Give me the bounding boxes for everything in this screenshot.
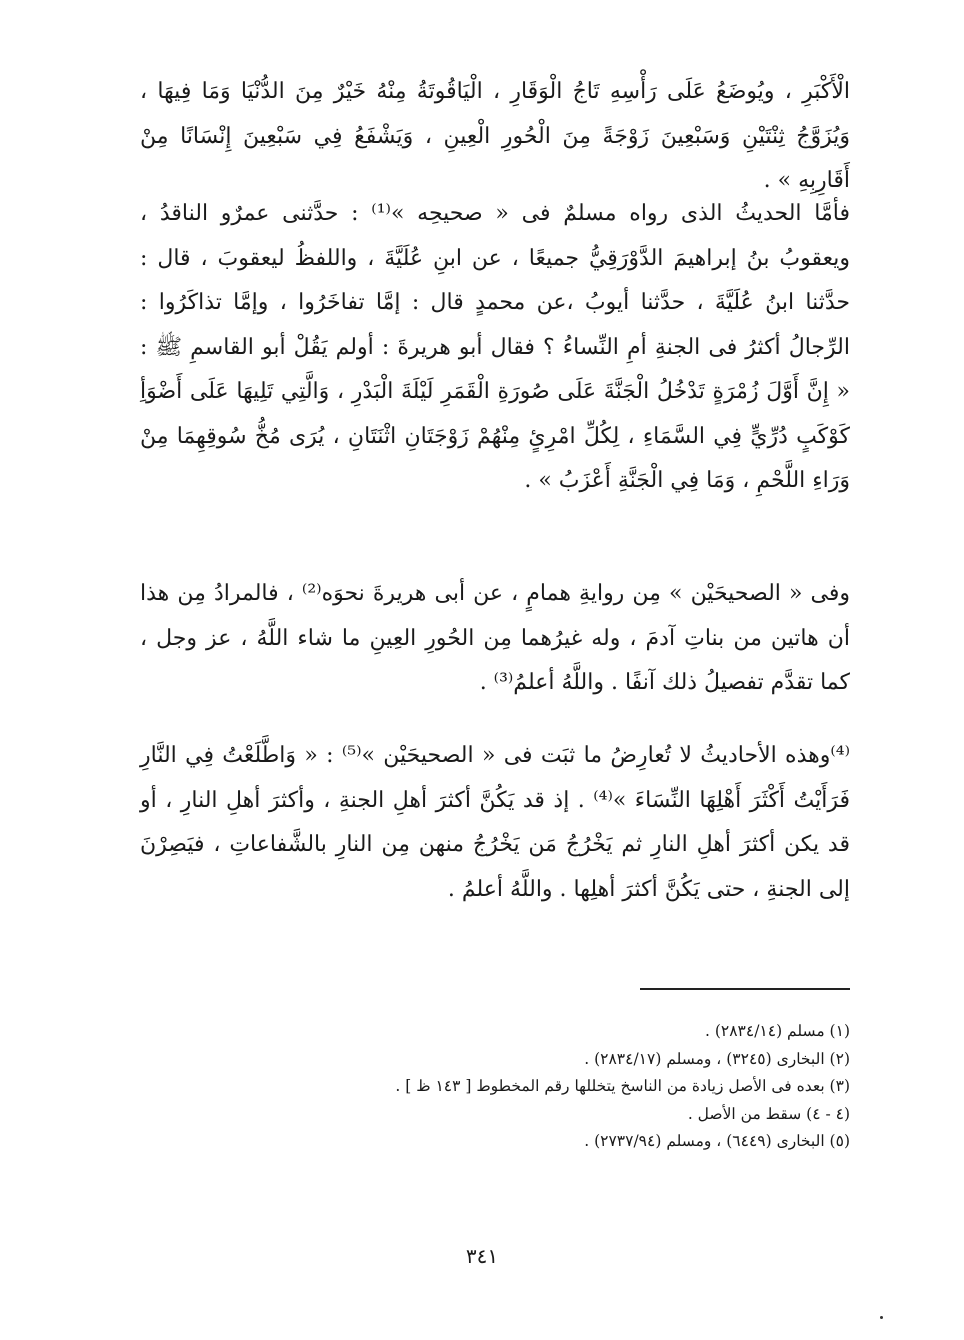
body-paragraph: فأمَّا الحديثُ الذى رواه مسلمٌ فى « صحيحِه »⁽¹⁾ : حدَّثنى عمرٌو الناقدُ ، ويعقوبُ بنُ إبراهيمَ الدَّوْرَقِيُّ جميعًا ، عن ابنِ عُلَيَّةَ ، واللفظُ ليعقوبَ ، قال : حدَّثنا ابنُ عُلَيَّةَ ، حدَّثنا أيوبُ ،عن محمدٍ قال : إمَّا تفاخَرُوا ، وإمَّا تذاكَرُوا : الرِّجالُ أكثرُ فى الجنةِ أمِ النِّساءُ ؟ فقال أبو هريرةَ : أولم يَقُلْ أبو القاسمِ ﷺ : « إِنَّ أَوَّلَ زُمْرَةٍ تَدْخُلُ الْجَنَّةَ عَلَى صُورَةِ الْقَمَرِ لَيْلَةَ الْبَدْرِ ، وَالَّتِي تَلِيهَا عَلَى أَضْوَأِ كَوْكَبٍ دُرِّيٍّ فِي السَّمَاءِ ، لِكُلِّ امْرِئٍ مِنْهُمْ زَوْجَتَانِ اثْنَتَانِ ، يُرَى مُخُّ سُوقِهِمَا مِنْ وَرَاءِ اللَّحْمِ ، وَمَا فِي الْجَنَّةِ أَعْزَبُ » . xyxy=(140,201,850,493)
footnote-1: (١) مسلم (٢٨٣٤/١٤) . xyxy=(704,1022,850,1040)
corner-dot xyxy=(880,1316,883,1319)
footnote-4: (٤ - ٤) سقط من الأصل . xyxy=(687,1104,850,1123)
footnotes-section xyxy=(140,1018,850,1156)
footnote-2: (٢) البخارى (٣٢٤٥) ، ومسلم (٢٨٣٤/١٧) . xyxy=(584,1049,850,1068)
footnote-5: (٥) البخارى (٦٤٤٩) ، ومسلم (٢٧٣٧/٩٤) . xyxy=(584,1132,850,1150)
body-paragraph: ⁽⁴⁾وهذه الأحاديثُ لا تُعارِضُ ما ثبَت فى « الصحيحَيْن »⁽⁵⁾ : « وَاطَّلَعْتُ فِي النَّارِ فَرَأَيْتُ أَكْثَرَ أَهْلِهَا النِّسَاءَ »⁽⁴⁾ . إذ قد يَكُنَّ أكثرَ أهلِ الجنةِ ، وأكثرَ أهلِ النارِ ، أو قد يكن أكثرَ أهلِ النارِ ثم يَخْرُجُ مَن يَخْرُجُ منهن مِن النارِ بالشَّفاعاتِ ، فيَصِرْنَ إلى الجنةِ ، حتى يَكُنَّ أكثرَ أهلِها . واللَّهُ أعلمُ . xyxy=(140,743,850,902)
body-paragraph: الْأَكْبَرِ ، ويُوضَعُ عَلَى رَأْسِهِ تَاجُ الْوَقَارِ ، الْيَاقُوتَةُ مِنْهُ خَيْرٌ مِنَ الدُّنْيَا وَمَا فِيهَا ، وَيُزَوَّجُ ثِنْتَيْنِ وَسَبْعِينَ زَوْجَةً مِنَ الْحُورِ الْعِينِ ، وَيَشْفَعُ فِي سَبْعِينَ إِنْسَانًا مِنْ أَقَارِبِهِ » . xyxy=(140,79,850,193)
footnote-separator xyxy=(640,988,850,990)
footnote-3: (٣) بعده فى الأصل زيادة من الناسخ يتخللها رقم المخطوط [ ١٤٣ ظ ] . xyxy=(395,1077,850,1095)
body-paragraph: وفى « الصحيحَيْن » مِن روايةِ همامٍ ، عن أبى هريرةَ نحوَه⁽²⁾ ، فالمرادُ مِن هذا أن هاتين من بناتِ آدمَ ، وله غيرُهما مِن الحُورِ العِينِ ما شاء اللَّهُ ، عز وجل ، كما تقدَّم تفصيلُ ذلك آنفًا . واللَّهُ أعلمُ⁽³⁾ . xyxy=(140,581,851,695)
page-number: ٣٤١ xyxy=(465,1244,499,1268)
